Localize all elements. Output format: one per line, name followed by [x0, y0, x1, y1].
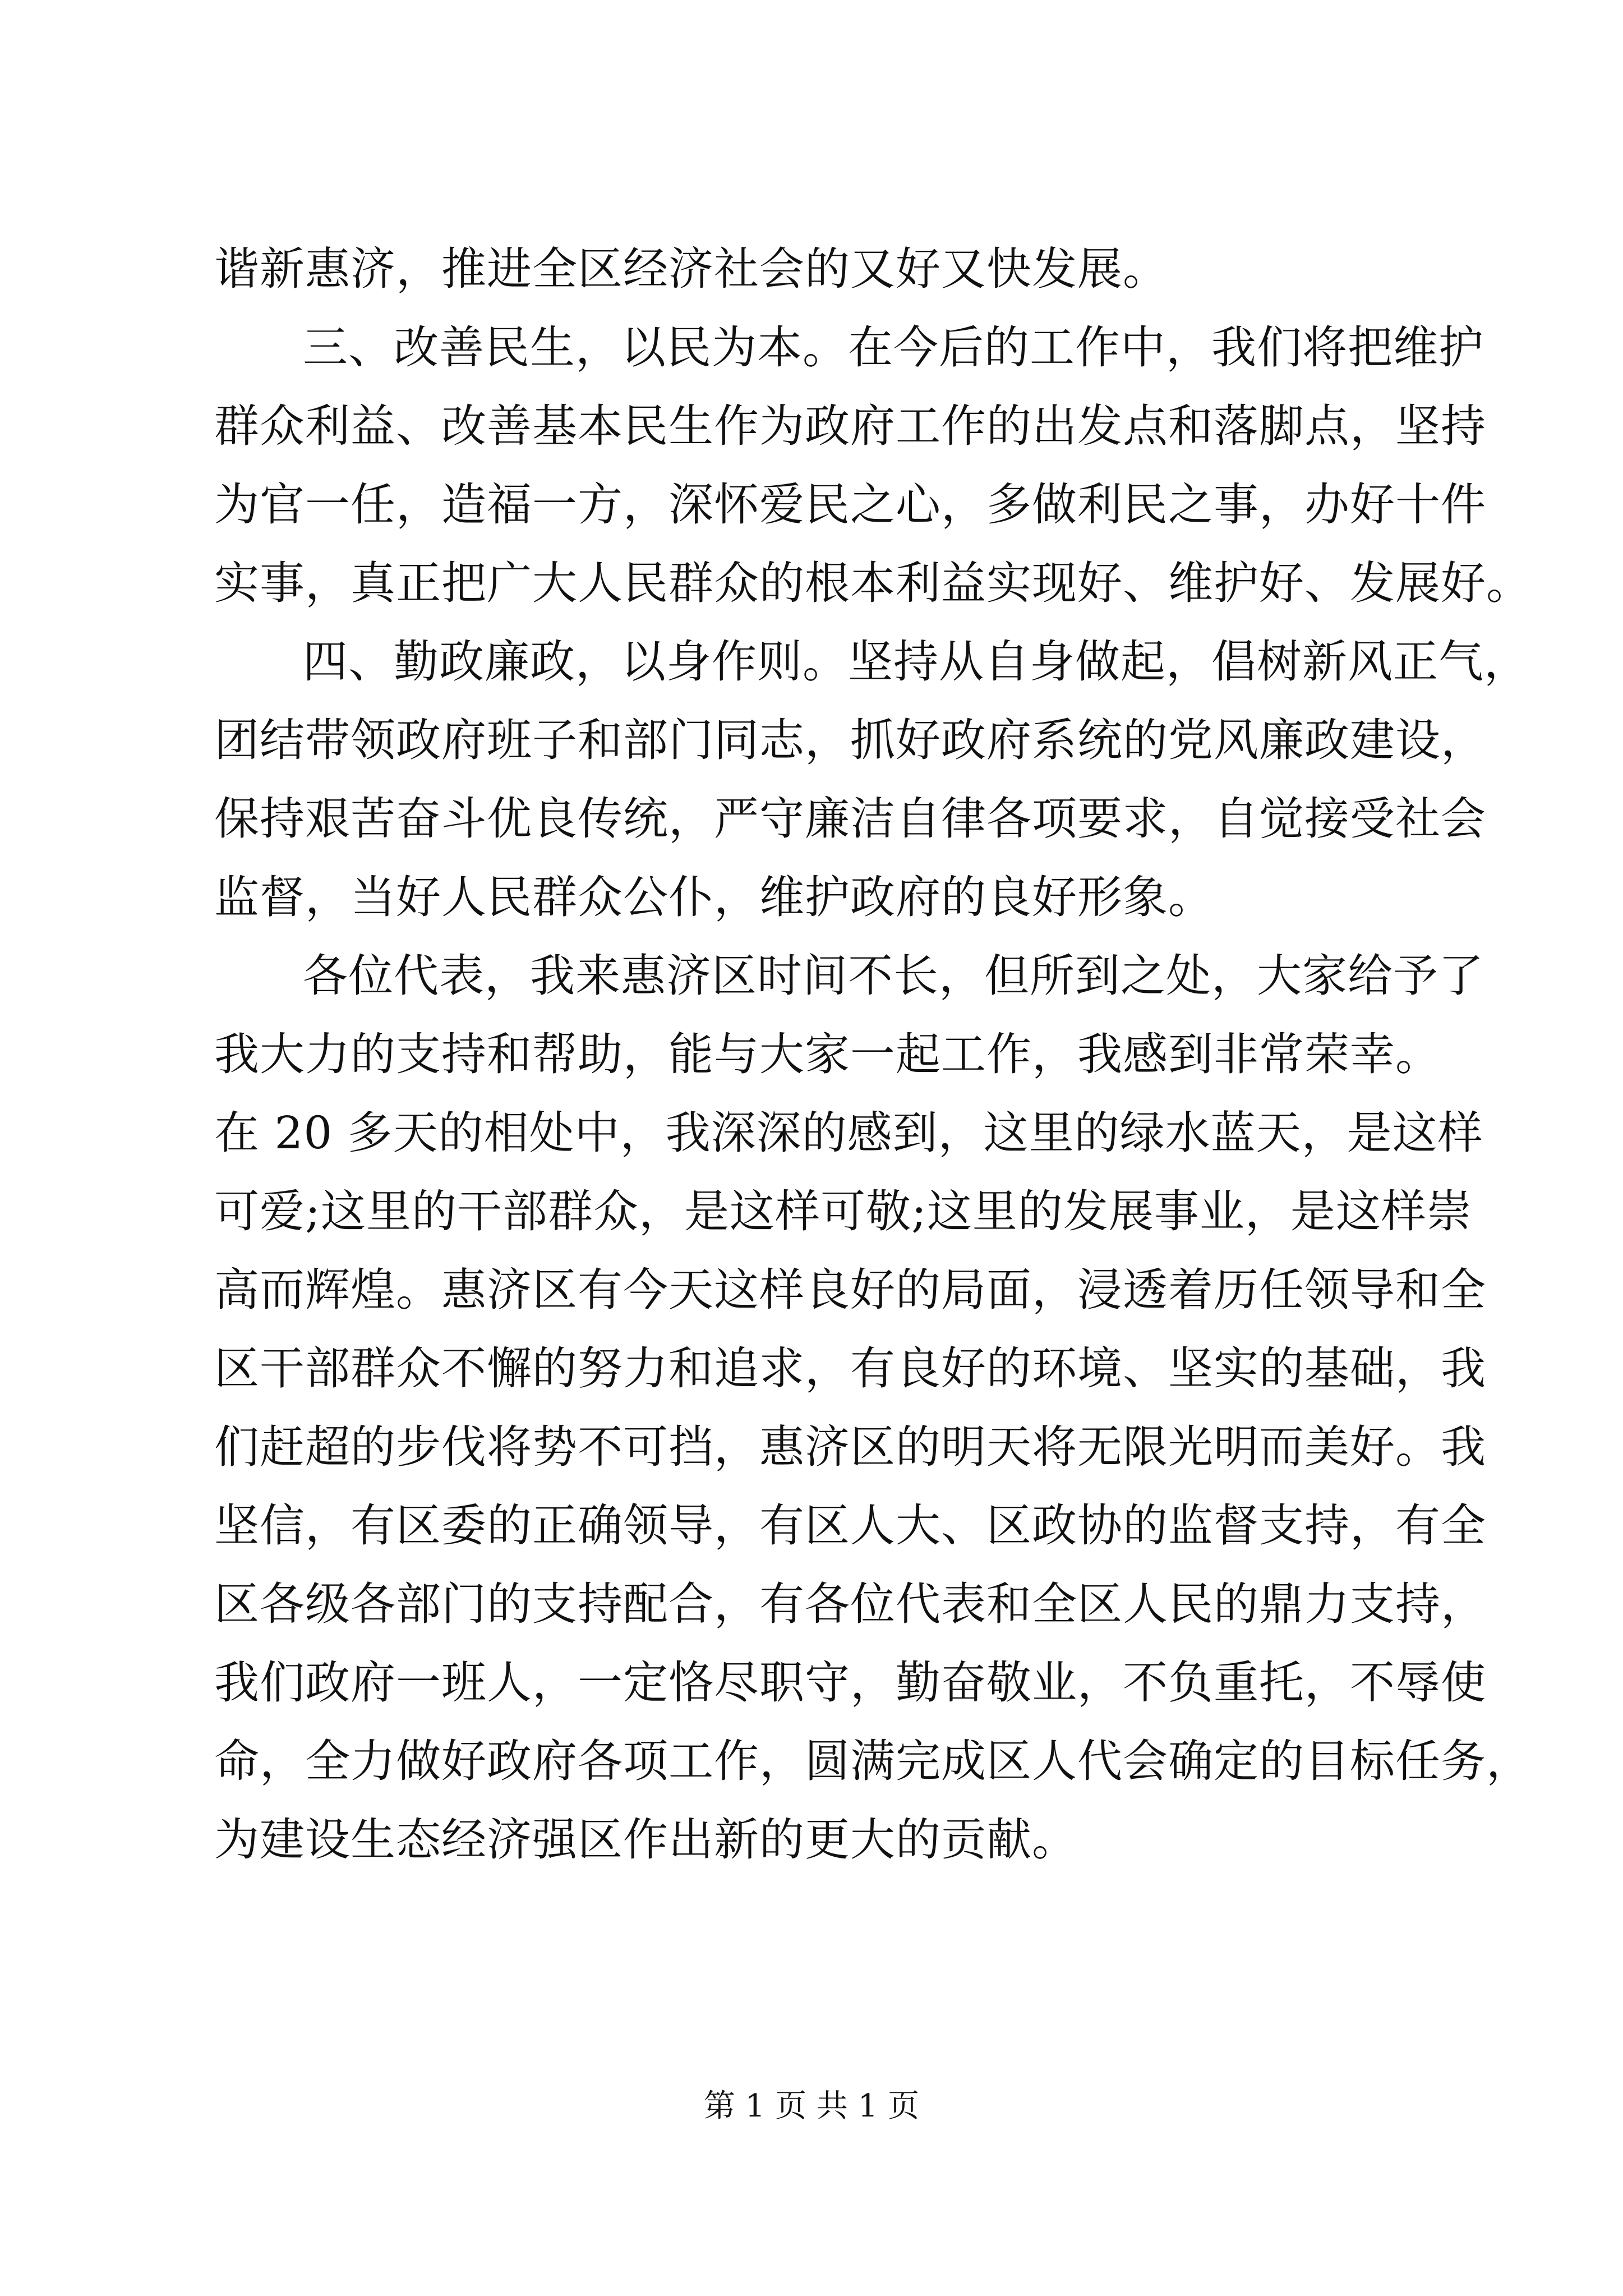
text-line: 坚信，有区委的正确领导，有区人大、区政协的监督支持，有全 [214, 1499, 1486, 1552]
text-line: 保持艰苦奋斗优良传统，严守廉洁自律各项要求，自觉接受社会 [214, 793, 1486, 845]
text-line: 团结带领政府班子和部门同志，抓好政府系统的党风廉政建设， [214, 714, 1486, 766]
text-line: 在 20 多天的相处中，我深深的感到，这里的绿水蓝天，是这样 [214, 1107, 1483, 1159]
text-line: 区干部群众不懈的努力和追求，有良好的环境、坚实的基础，我 [214, 1342, 1486, 1395]
text-line: 命，全力做好政府各项工作，圆满完成区人代会确定的目标任务， [214, 1735, 1532, 1787]
text-line: 区各级各部门的支持配合，有各位代表和全区人民的鼎力支持， [214, 1578, 1486, 1630]
text-line: 高而辉煌。惠济区有今天这样良好的局面，浸透着历任领导和全 [214, 1264, 1486, 1316]
text-line: 谐新惠济，推进全区经济社会的又好又快发展。 [214, 243, 1168, 295]
text-line: 我大力的支持和帮助，能与大家一起工作，我感到非常荣幸。 [214, 1028, 1441, 1080]
text-line: 三、改善民生，以民为本。在今后的工作中，我们将把维护 [303, 321, 1484, 374]
text-line: 四、勤政廉政，以身作则。坚持从自身做起，倡树新风正气， [303, 636, 1529, 688]
text-line: 们赶超的步伐将势不可挡，惠济区的明天将无限光明而美好。我 [214, 1421, 1486, 1473]
text-line: 实事，真正把广大人民群众的根本利益实现好、维护好、发展好。 [214, 557, 1532, 609]
page-footer: 第 1 页 共 1 页 [703, 2088, 920, 2124]
text-line: 可爱;这里的干部群众，是这样可敬;这里的发展事业，是这样崇 [214, 1185, 1472, 1237]
text-line: 我们政府一班人，一定恪尽职守，勤奋敬业，不负重托，不辱使 [214, 1657, 1486, 1709]
text-line: 监督，当好人民群众公仆，维护政府的良好形象。 [214, 871, 1214, 923]
text-line: 为官一任，造福一方，深怀爱民之心，多做利民之事，办好十件 [214, 478, 1486, 531]
text-line: 为建设生态经济强区作出新的更大的贡献。 [214, 1814, 1077, 1866]
text-line: 群众利益、改善基本民生作为政府工作的出发点和落脚点，坚持 [214, 400, 1486, 452]
text-line: 各位代表，我来惠济区时间不长，但所到之处，大家给予了 [303, 950, 1484, 1002]
